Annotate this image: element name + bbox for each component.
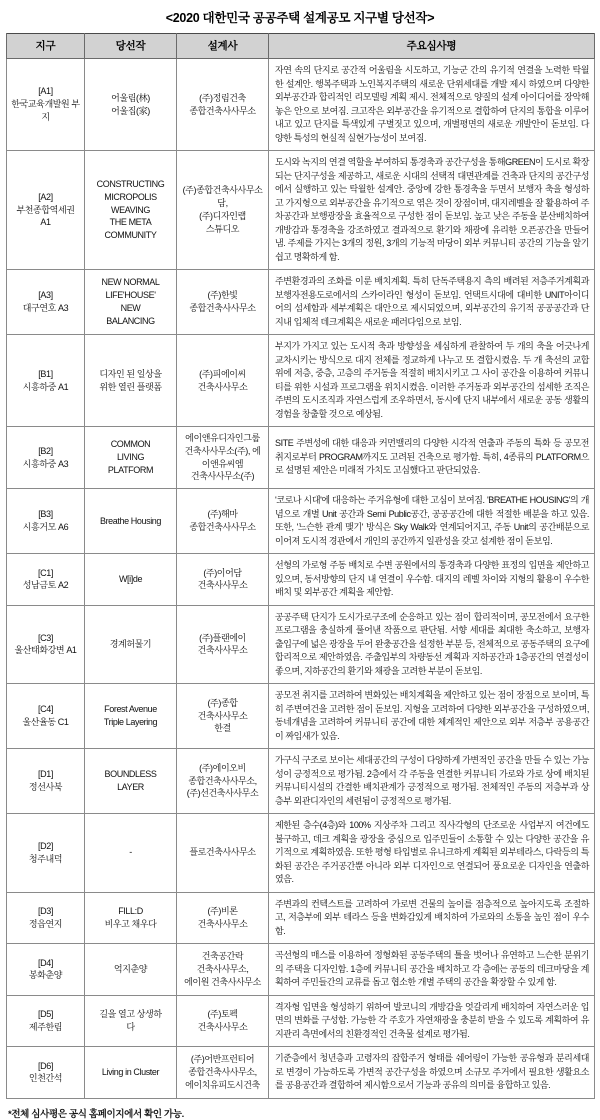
winner-line: LIFE'HOUSE' [105, 290, 156, 301]
table-body [7, 59, 595, 1099]
district-name: 울산태화강변 A1 [14, 645, 77, 656]
column-header-review: 주요심사평 [269, 34, 595, 59]
firm-line: 에이앤유디자인그룹 [185, 433, 260, 443]
firm-line: 건축사사무소 [197, 381, 248, 392]
district-name: 부천종합역세권 A1 [16, 204, 75, 228]
cell-winner [85, 554, 177, 606]
cell-district [7, 749, 85, 814]
district-name: 봉화춘양 [28, 970, 63, 981]
district-code: [A2] [38, 191, 53, 202]
district-name: 시흥하중 A1 [22, 381, 69, 392]
column-header-district: 지구 [7, 34, 85, 59]
cell-district [7, 1047, 85, 1099]
winner-line: PLATFORM [107, 464, 154, 475]
cell-firm [177, 605, 269, 684]
table-row [7, 489, 595, 554]
cell-firm [177, 270, 269, 335]
district-name: 시흥거모 A6 [22, 522, 69, 533]
firm-line: 건축사사무소(주), 에 [184, 445, 261, 456]
cell-winner [85, 489, 177, 554]
cell-firm [177, 427, 269, 489]
cell-review: SITE 주변성에 대한 대응과 커먼밸리의 다양한 시각적 연출과 주동의 특화 등 공모전 취지로부터 PROGRAM까지도 고려된 건축으로 평가함. 특히, 4종류의 PLATFORM으로 설명된 제안은 미래적 가치도 고심했다고 판단되었음. [269, 427, 595, 489]
district-code: [D2] [38, 841, 53, 852]
firm-line: 종합건축사사무소 [189, 303, 256, 313]
firm-line: (주)에이오비 [199, 762, 246, 773]
district-name: 울산율동 C1 [22, 717, 69, 728]
firm-line: 건축사사무소 [197, 710, 248, 721]
firm-line: 플로건축사사무소 [189, 847, 256, 858]
cell-firm [177, 814, 269, 893]
firm-line: 종합건축사사무소, [188, 1066, 257, 1077]
firm-line: (주)선건축사사무소 [186, 788, 259, 799]
table-row [7, 554, 595, 606]
cell-winner [85, 427, 177, 489]
cell-review: 선형의 가로형 주동 배치로 수변 공원에서의 통경축과 다양한 표정의 입면을 제안하고 있으며, 동서방향의 단지 내 연결이 우수함. 대지의 레벨 차이와 지형의 활용이 우수한 배치 및 외부공간 계획을 제안함. [269, 554, 595, 606]
district-code: [A3] [38, 290, 53, 301]
firm-line: 건축사사무소 [197, 645, 248, 656]
cell-district [7, 151, 85, 270]
cell-winner [85, 814, 177, 893]
winner-line: 위한 열린 플랫폼 [99, 381, 162, 392]
winner-line: NEW NORMAL [101, 277, 160, 288]
cell-district [7, 892, 85, 944]
cell-review: 가구식 구조로 보이는 세대공간의 구성이 다양하게 가변적인 공간을 만들 수 있는 가능성이 긍정적으로 평가됨. 2층에서 각 주동을 연결한 커뮤니티 가로와 가로 상에 배치된 커뮤니티시설의 간결한 배치관계가 긍정적으로 평가됨. 전체적인 주동의 저층부과 상층부 외관디자인의 세련됨이 긍정적으로 평가됨. [269, 749, 595, 814]
cell-district [7, 270, 85, 335]
cell-district [7, 995, 85, 1047]
firm-line: 종합건축사사무소, [188, 775, 257, 786]
winner-line: MICROPOLIS [104, 191, 157, 202]
cell-winner [85, 684, 177, 749]
cell-district [7, 814, 85, 893]
firm-line: (주)정림건축 [199, 92, 246, 103]
firm-line: (주)해마 [207, 509, 238, 520]
winner-line: NEW [120, 303, 141, 313]
firm-line: 건축공간락 [201, 951, 244, 962]
cell-firm [177, 944, 269, 996]
cell-district [7, 59, 85, 151]
cell-firm [177, 995, 269, 1047]
firm-line: 건축사사무소 [197, 580, 248, 591]
cell-winner [85, 749, 177, 814]
firm-line: 종합건축사사무소 [189, 522, 256, 533]
cell-firm [177, 489, 269, 554]
footnote: *전체 심사평은 공식 홈페이지에서 확인 가능. [8, 1108, 184, 1120]
firm-line: 이앤유씨엠 [201, 458, 244, 469]
table-row [7, 605, 595, 684]
table-row [7, 944, 595, 996]
cell-district [7, 489, 85, 554]
firm-line: (주)이어담 [203, 567, 242, 578]
firm-line: (주)종합건축사사무소 [182, 185, 263, 196]
cell-review: 제한된 층수(4층)와 100% 지상주차 그리고 직사각형의 단조로운 사업부지 여건에도 불구하고, 데크 계획을 광장을 중심으로 입주민들이 소통할 수 있는 다양한 공간을 유기적으로 계획하였음. 또한 평형 타입별로 유니크하게 계획된 외부테라스, 다락등의 특화된 공간은 주거공간뿐 아니라 외부 디자인으로 연결되어 풍요로운 디자인을 연출하였음. [269, 814, 595, 893]
firm-line: 한결 [214, 723, 231, 734]
winner-line: Living in Cluster [101, 1066, 160, 1077]
firm-line: (주)어반프런티어 [190, 1054, 255, 1065]
table-row [7, 151, 595, 270]
table-row [7, 995, 595, 1047]
cell-firm [177, 684, 269, 749]
firm-line: (주)종합 [207, 697, 238, 708]
firm-line: 건축사사무소 [197, 1021, 248, 1032]
district-name: 대구연호 A3 [22, 303, 69, 313]
table-header-row [7, 34, 595, 59]
table-header [7, 34, 595, 59]
district-code: [C3] [38, 632, 53, 643]
district-code: [D1] [38, 769, 53, 780]
table-row [7, 684, 595, 749]
cell-review: 공공주택 단지가 도시가로구조에 순응하고 있는 점이 합리적이며, 공모전에서 요구한 프로그램을 충실하게 풀어낸 작품으로 판단됨. 서향 세대를 최대한 축소하고, 보행자 출입구에 넓은 광장을 두어 완충공간을 설정한 부분 등, 전체적으로 공동주택의 요구에 합리적으로 제안하였음. 주출입부의 차량동선 계획과 지하공간과 1층공간의 연결성이 좋으며, 지하공간의 환기와 채광을 고려한 부분이 돋보임. [269, 605, 595, 684]
district-code: [B3] [38, 509, 53, 520]
cell-winner [85, 335, 177, 427]
winner-line: W[i]de [118, 573, 143, 584]
winner-line: Forest Avenue [104, 704, 157, 715]
cell-winner [85, 605, 177, 684]
winner-line: CONSTRUCTING [96, 179, 165, 190]
winner-line: 억지춘양 [113, 963, 148, 974]
district-name: 인천간석 [28, 1073, 63, 1084]
cell-district [7, 684, 85, 749]
cell-district [7, 944, 85, 996]
firm-line: (주)토펙 [207, 1009, 238, 1020]
cell-district [7, 335, 85, 427]
column-header-firm: 설계사 [177, 34, 269, 59]
winner-line: FILL:D [118, 906, 143, 917]
firm-line: 담, [217, 198, 228, 209]
firm-line: (주)피에이씨 [199, 368, 246, 379]
winner-line: LAYER [117, 782, 144, 793]
cell-review: 곡선형의 매스를 이용하여 정형화된 공동주택의 틀을 벗어나 유연하고 느슨한 분위기의 주택을 디자인함. 1층에 커뮤니티 공간을 배치하고 각 층에는 공동의 데크마당을 계획하여 주민들간의 교류를 돕고 협소한 개별 주택의 공간을 확장할 수 있게 함. [269, 944, 595, 996]
winner-line: WEAVING [110, 204, 151, 215]
district-code: [B2] [38, 445, 53, 456]
table-row [7, 749, 595, 814]
district-code: [D3] [38, 906, 53, 917]
winner-line: 어울림(林) [111, 92, 150, 103]
winner-line: - [129, 847, 132, 858]
winner-line: 비우고 채우다 [104, 918, 157, 929]
winner-line: 경계허물기 [109, 638, 152, 649]
cell-winner [85, 944, 177, 996]
winner-line: THE META [109, 217, 152, 228]
firm-line: (주)플랜에이 [199, 632, 246, 643]
table-row [7, 335, 595, 427]
cell-firm [177, 892, 269, 944]
winner-line: Triple Layering [103, 717, 158, 728]
firm-line: 종합건축사사무소 [189, 105, 256, 116]
cell-district [7, 427, 85, 489]
cell-district [7, 605, 85, 684]
cell-winner [85, 59, 177, 151]
table-row [7, 59, 595, 151]
column-header-winner: 당선작 [85, 34, 177, 59]
cell-winner [85, 1047, 177, 1099]
cell-review: 기준층에서 청년층과 고령자의 잡합주거 형태를 쉐어링이 가능한 공유형과 분리세대로 변경이 가능하도록 가변적 공간구성을 하였으며 소규모 주거에서 필요한 생활요소를 공용공간과 결합하여 제시함으로서 기능과 공유의 의미를 융합하고 있음. [269, 1047, 595, 1099]
cell-winner [85, 892, 177, 944]
cell-firm [177, 335, 269, 427]
award-table [6, 33, 595, 1099]
district-code: [D4] [38, 957, 53, 968]
cell-firm [177, 151, 269, 270]
cell-firm [177, 1047, 269, 1099]
district-code: [B1] [38, 368, 53, 379]
district-name: 정읍연지 [28, 918, 63, 929]
cell-review: 도시와 녹지의 연결 역할을 부여하되 통경축과 공간구성을 통해GREEN이 도시로 확장되는 단지구성을 제공하고, 새로운 시대의 선택적 대면관계를 건축과 단지의 공간구성에서 실행하고 있는 탁월한 설계안. 중앙에 강한 통경축을 두면서 보행자 축을 형성하고 가지형으로 외부공간을 유기적으로 엮은 것이 장점이며, 대지레벨을 잘 활용하여 주차공간과 보행광장을 효율적으로 구성한 점이 돋보임. 높고 낮은 주동을 분산배치하여 개방감과 통경축을 강조하였고 결과적으로 환기와 채광에 유리한 오픈공간을 만들어냄. 주제를 가지는 3개의 정원, 3개의 기능적 마당이 외부 커뮤니티 공간의 기능을 알기쉽고 명확하게 함. [269, 151, 595, 270]
district-code: [D5] [38, 1009, 53, 1020]
winner-line: BALANCING [106, 315, 155, 326]
table-row [7, 427, 595, 489]
firm-line: (주)비론 [207, 906, 238, 917]
district-name: 청주내덕 [28, 853, 63, 864]
firm-line: 에이원 건축사사무소 [184, 976, 261, 987]
table-row [7, 892, 595, 944]
page-title: <2020 대한민국 공공주택 설계공모 지구별 당선작> [165, 11, 435, 25]
district-name: 시흥하중 A3 [22, 458, 69, 469]
district-name: 정선사북 [28, 782, 63, 793]
district-code: [D6] [38, 1060, 53, 1071]
firm-line: 에이치유피도시건축 [185, 1079, 260, 1090]
firm-line: (주)한빛 [207, 290, 238, 301]
district-name: 성남금토 A2 [22, 580, 69, 591]
winner-line: BOUNDLESS [104, 769, 157, 780]
table-row [7, 814, 595, 893]
winner-line: 어울집(家) [111, 105, 150, 116]
cell-firm [177, 554, 269, 606]
cell-winner [85, 995, 177, 1047]
table-row [7, 270, 595, 335]
cell-review: 부지가 가지고 있는 도시적 축과 방향성을 세심하게 관찰하여 두 개의 축을 어긋나게 교차시키는 방식으로 대지 전체를 정교하게 나누고 또 결합시켰음. 두 개 축선의 교합위에 저층, 중층, 고층의 주거동을 적절히 배치시키고 그 사이 공간을 이용하여 커뮤니티를 위한 시설과 프로그램을 위치시켰음. 이러한 주거동과 외부공간의 섬세한 조직은 주변의 도시조직과 자연스럽게 조우하면서, 동시에 단지 내부에서 새로운 공동 생활의 경험을 창출할 것으로 예상됨. [269, 335, 595, 427]
cell-review: 주변과의 컨텍스트를 고려하여 가로변 건물의 높이를 점층적으로 높아지도록 조절하고, 저층부에 외부 테라스 등을 변화감있게 배치하여 가로와의 소통을 높인 점이 우수함. [269, 892, 595, 944]
cell-review: 자연 속의 단지로 공간적 어울림을 시도하고, 기능군 간의 유기적 연결을 노력한 탁월한 설계안. 행복주택과 노인복지주택의 새로운 단위세대를 개발 제시 하였으며 다양한 외부공간과 합리적인 리모델링 계획 제시. 전체적으로 양질의 설계 아이디어를 장악해 놓은 안으로 보여짐. 크고작은 외부공간을 유기적으로 결합하여 단지의 통합을 이루어내고 있고 단지를 특색있게 구별짓고 있으며, 개별평면의 새로운 개발안이 돋보임. 다양한 특성의 현실적 실현가능성이 보여짐. [269, 59, 595, 151]
winner-line: COMMON [110, 439, 151, 450]
winner-line: 디자인 된 일상을 [99, 368, 162, 379]
winner-line: COMMUNITY [104, 230, 157, 241]
firm-line: 건축사사무소 [197, 918, 248, 929]
firm-line: 건축사사무소, [196, 963, 249, 974]
cell-firm [177, 749, 269, 814]
table-row [7, 1047, 595, 1099]
district-code: [C1] [38, 567, 53, 578]
district-code: [C4] [38, 704, 53, 715]
winner-line: 다 [126, 1021, 135, 1032]
firm-line: 스튜디오 [205, 223, 240, 234]
district-name: 한국교육개발원 부지 [11, 99, 80, 122]
firm-line: (주)디자인랩 [199, 211, 246, 221]
district-code: [A1] [38, 86, 53, 97]
winner-line: 길을 열고 상생하 [99, 1009, 162, 1020]
firm-line: 건축사사무소(주) [190, 471, 255, 482]
district-name: 제주한림 [28, 1021, 63, 1032]
cell-firm [177, 59, 269, 151]
winner-line: LIVING [116, 452, 145, 463]
winner-line: Breathe Housing [99, 515, 162, 526]
cell-winner [85, 270, 177, 335]
cell-review: 주변환경과의 조화를 이룬 배치계획. 특히 단독주택용지 측의 배려된 저층주거계획과 보행자전용도로에서의 스카이라인 형성이 돋보임. 언택트시대에 대비한 UNIT아이디어의 섬세함과 세부계획은 대안으로 제시되었으며, 외부공간의 유기적 공공공간과 단지내 입체적 데크계획은 새로운 패러다임으로 보임. [269, 270, 595, 335]
cell-district [7, 554, 85, 606]
cell-review: 격자형 입면을 형성하기 위하여 발코니의 개방감을 엇갈리게 배치하여 자연스러운 입면의 변화를 구성함. 가능한 각 주호가 자연채광을 충분히 받을 수 있도록 계획하여 유지관리 측면에서의 친환경적인 건축물 설계로 평가됨. [269, 995, 595, 1047]
cell-review: 공모전 취지를 고려하여 변화있는 배치계획을 제안하고 있는 점이 장점으로 보이며, 특히 주변여건을 고려한 점이 돋보임. 지형을 고려하여 다양한 외부공간을 구성하였으며, 동네개념을 고려하여 커뮤니티 공간에 대한 체계적인 제안으로 외부 저층부 공용공간이 짜임새가 있음. [269, 684, 595, 749]
cell-winner [85, 151, 177, 270]
cell-review: '코로나 시대'에 대응하는 주거유형에 대한 고심이 보여짐. 'BREATHE HOUSING'의 개념으로 개별 Unit 공간과 Semi Public공간, 공공공간에 대한 적절한 배분을 하고 있음. 또한, '느슨한 관계 맺기' 방식은 Sky Walk와 연계되어지고, 주동 Unit의 공간배분으로 이어져 도시적 경관에서 개인의 공간까지 일관성을 갖고 설계한 점이 돋보임. [269, 489, 595, 554]
